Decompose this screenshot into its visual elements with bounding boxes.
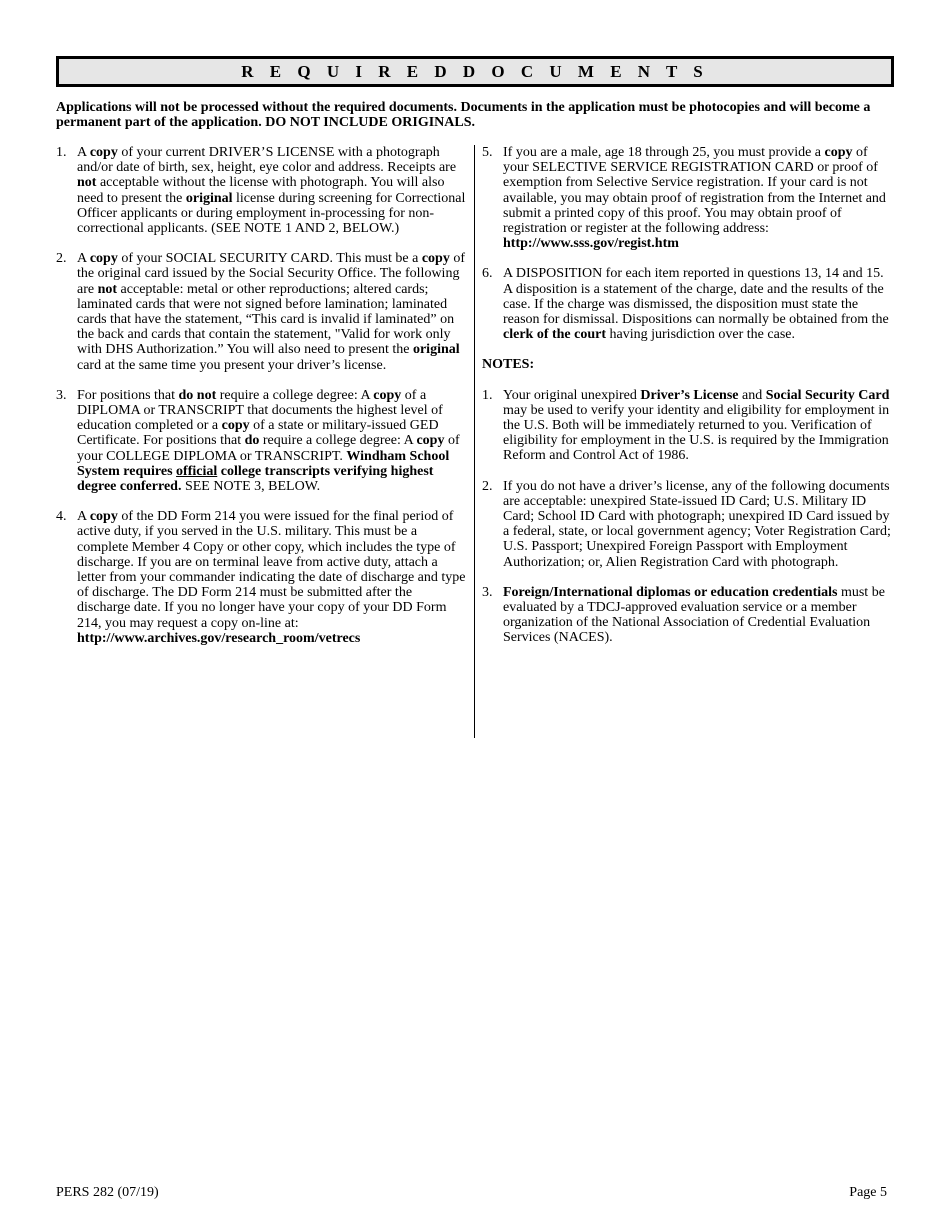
list-item	[482, 145, 894, 251]
list-item	[482, 266, 894, 342]
note-text: Foreign/International diplomas or education credentials must be evaluated by a TDCJ-approved evaluation service or a member organization of the National Association of Credential Evaluation Services (NACES).	[503, 584, 885, 646]
item-text: A copy of your SOCIAL SECURITY CARD. This must be a copy of the original card issued by the Social Security Office. The following are not acceptable: metal or other reproductions; altered cards; laminated cards that were not signed before lamination; laminated cards that have the statement, “This card is invalid if laminated” on the back and cards that contain the statement, "Valid for work only with DHS Authorization.” You will also need to present the original card at the same time you present your driver’s license.	[77, 251, 465, 373]
note-number: 2.	[482, 478, 493, 494]
item-text: For positions that do not require a college degree: A copy of a DIPLOMA or TRANSCRIPT that documents the highest level of education completed or a copy of a state or military-issued GED Certificate. For positions that do require a college degree: A copy of your COLLEGE DIPLOMA or TRANSCRIPT. Windham School System requires official college transcripts verifying highest degree conferred. SEE NOTE 3, BELOW.	[77, 387, 460, 495]
section-title: R E Q U I R E D D O C U M E N T S	[241, 61, 709, 81]
list-item	[56, 251, 467, 373]
note-item	[482, 479, 894, 570]
intro-paragraph: Applications will not be processed without the required documents. Documents in the application must be photocopies and will become a permanent part of the application. DO NOT INCLUDE ORIGINALS.	[56, 100, 871, 130]
item-text: A copy of your current DRIVER’S LICENSE with a photograph and/or date of birth, sex, height, eye color and address. Receipts are not acceptable without the license with photograph. You will also need to present the original license during screening for Correctional Officer applicants or during employment in-processing for non-correctional applicants. (SEE NOTE 1 AND 2, BELOW.)	[77, 145, 466, 237]
page-number: Page 5	[849, 1185, 887, 1200]
vetrecs-link: http://www.archives.gov/research_room/vetrecs	[77, 630, 361, 646]
item-number: 4.	[56, 509, 67, 525]
note-item	[482, 585, 894, 646]
form-number: PERS 282 (07/19)	[56, 1185, 159, 1200]
note-text: Your original unexpired Driver’s License and Social Security Card may be used to verify your identity and eligibility for employment in the U.S. Both will be immediately returned to you. Verification of eligibility for employment in the U.S. is required by the Immigration Reform and Control Act of 1986.	[503, 387, 890, 464]
item-number: 3.	[56, 387, 67, 403]
list-item	[56, 145, 467, 236]
item-text: If you are a male, age 18 through 25, you must provide a copy of your SELECTIVE SERVICE REGISTRATION CARD or proof of exemption from Selective Service registration. If your card is not available, you may obtain proof of registration from the Internet and submit a printed copy of this proof. You may obtain proof of registration or register at the following address: http://www.sss.gov/regist.htm	[503, 145, 886, 252]
list-item	[56, 388, 467, 494]
item-number: 1.	[56, 145, 67, 160]
item-number: 5.	[482, 145, 493, 160]
section-title-banner	[56, 56, 894, 87]
notes-heading: NOTES:	[482, 357, 535, 373]
item-text: A copy of the DD Form 214 you were issued for the final period of active duty, if you served in the U.S. military. This must be a complete Member 4 Copy or other copy, which includes the type of discharge. If you are on terminal leave from active duty, attach a letter from your commander indicating the date of discharge and type of discharge. The DD Form 214 must be submitted after the discharge date. If you no longer have your copy of your DD Form 214, you may request a copy on-line at: http://www.archives.gov/research_room/vetrecs	[77, 509, 466, 646]
item-number: 6.	[482, 266, 493, 282]
item-number: 2.	[56, 251, 67, 267]
note-text: If you do not have a driver’s license, any of the following documents are acceptable: unexpired State-issued ID Card; U.S. Military ID Card; School ID Card with photograph; unexpired ID Card issued by a federal, state, or local government agency; Voter Registration Card; U.S. Passport; Unexpired Foreign Passport with Employment Authorization; or, Alien Registration Card with photograph.	[503, 478, 891, 570]
note-item	[482, 388, 894, 464]
note-number: 3.	[482, 584, 493, 600]
column-divider	[474, 145, 475, 738]
right-column	[482, 145, 894, 661]
item-text: A DISPOSITION for each item reported in questions 13, 14 and 15. A disposition is a statement of the charge, date and the results of the case. If the charge was dismissed, the disposition must state the reason for dismissal. Dispositions can normally be obtained from the clerk of the court having jurisdiction over the case.	[503, 266, 889, 343]
list-item	[56, 509, 467, 646]
sss-link: http://www.sss.gov/regist.htm	[503, 236, 679, 252]
left-column	[56, 145, 467, 661]
note-number: 1.	[482, 387, 493, 403]
